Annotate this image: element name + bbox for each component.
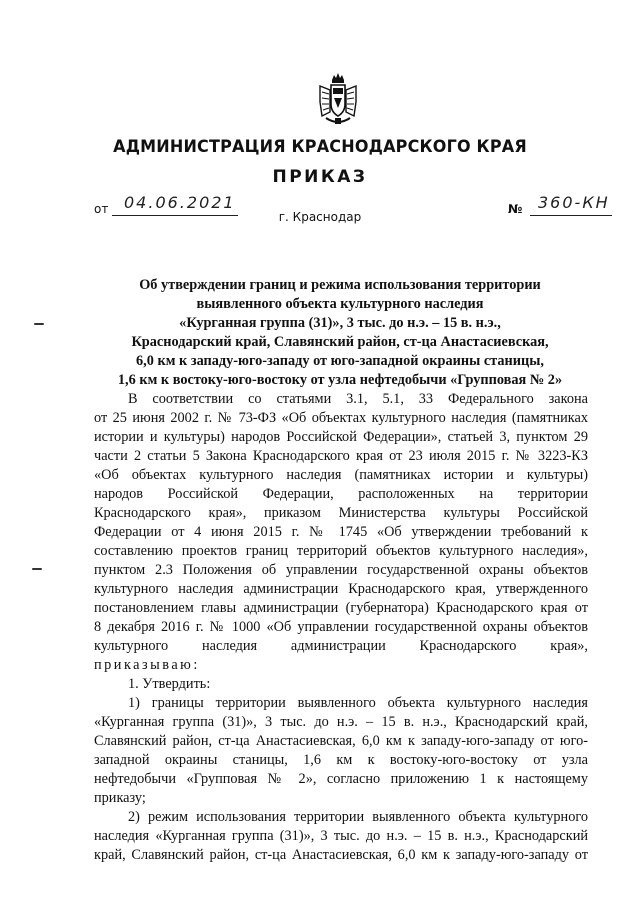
body-line: нефтедобычи «Групповая № 2», согласно приложению 1 к настоящему	[94, 771, 588, 787]
document-title	[95, 276, 585, 390]
item-1-heading: 1. Утвердить:	[128, 676, 211, 692]
body-line: 8 декабря 2016 г. № 1000 «Об управлении государственной охраны объектов	[94, 619, 588, 635]
title-line: выявленного объекта культурного наследия	[196, 296, 484, 312]
body-line: край, Славянский район, ст-ца Анастасиевская, 6,0 км к западу-юго-западу от	[94, 847, 588, 863]
from-label: от	[94, 202, 109, 216]
body-line: истории и культуры) народов Российской Федерации», статьей 3, пунктом 29	[94, 429, 588, 445]
title-line: «Курганная группа (31)», 3 тыс. до н.э. – 15 в. н.э.,	[179, 315, 501, 331]
date-value: 04.06.2021	[124, 193, 236, 212]
title-line: Краснодарский край, Славянский район, ст-ца Анастасиевская,	[131, 334, 549, 350]
body-line: западной окраины станицы, 1,6 км к востоку-юго-востоку от узла	[94, 752, 588, 768]
body-line: Славянский район, ст-ца Анастасиевская, 6,0 км к западу-юго-западу от юго-	[94, 733, 588, 749]
body-line: «Курганная группа (31)», 3 тыс. до н.э. – 15 в. н.э., Краснодарский край,	[94, 714, 588, 730]
body-line: Федерации от 4 июня 2015 г. № 1745 «Об утверждении требований к	[94, 524, 588, 540]
order-word: приказываю:	[94, 657, 200, 673]
body-line: наследия «Курганная группа (31)», 3 тыс. до н.э. – 15 в. н.э., Краснодарский	[94, 828, 588, 844]
body-line: постановлением главы администрации (губернатора) Краснодарского края от	[94, 600, 588, 616]
body-line: 2) режим использования территории выявленного объекта культурного	[128, 809, 588, 825]
city-name: г. Краснодар	[278, 210, 362, 224]
body-line: пунктом 2.3 Положения об управлении государственной охраны объектов	[94, 562, 588, 578]
document-body	[94, 390, 588, 865]
organization-name: АДМИНИСТРАЦИЯ КРАСНОДАРСКОГО КРАЯ	[113, 137, 527, 156]
body-line: 1) границы территории выявленного объекта культурного наследия	[128, 695, 588, 711]
scan-mark	[34, 323, 44, 325]
number-label: №	[508, 202, 523, 216]
title-line: Об утверждении границ и режима использования территории	[139, 277, 541, 293]
title-line: 1,6 км к востоку-юго-востоку от узла нефтедобычи «Групповая № 2»	[117, 372, 563, 388]
number-value: 360-КН	[538, 193, 610, 212]
title-line: 6,0 км к западу-юго-западу от юго-западной окраины станицы,	[136, 353, 544, 369]
body-line: приказу;	[94, 790, 146, 806]
body-line: культурного наследия администрации Краснодарского края, утвержденного	[94, 581, 588, 597]
body-line: В соответствии со статьями 3.1, 5.1, 33 Федерального закона	[128, 391, 588, 407]
body-line: «Об объектах культурного наследия (памятниках истории и культуры)	[94, 467, 588, 483]
body-line: народов Российской Федерации, расположенных на территории	[94, 486, 588, 502]
body-line: части 2 статьи 5 Закона Краснодарского края от 23 июля 2015 г. № 3223-КЗ	[94, 448, 588, 464]
body-line: от 25 июня 2002 г. № 73-ФЗ «Об объектах культурного наследия (памятниках	[94, 410, 588, 426]
scan-mark	[32, 568, 42, 570]
body-line: Краснодарского края», приказом Министерства культуры Российской	[94, 505, 588, 521]
body-line: составлению проектов границ территорий объектов культурного наследия»,	[94, 543, 588, 559]
document-type: ПРИКАЗ	[272, 167, 368, 187]
coat-of-arms-icon	[318, 72, 358, 128]
body-line: культурного наследия администрации Краснодарского края»,	[94, 638, 588, 654]
